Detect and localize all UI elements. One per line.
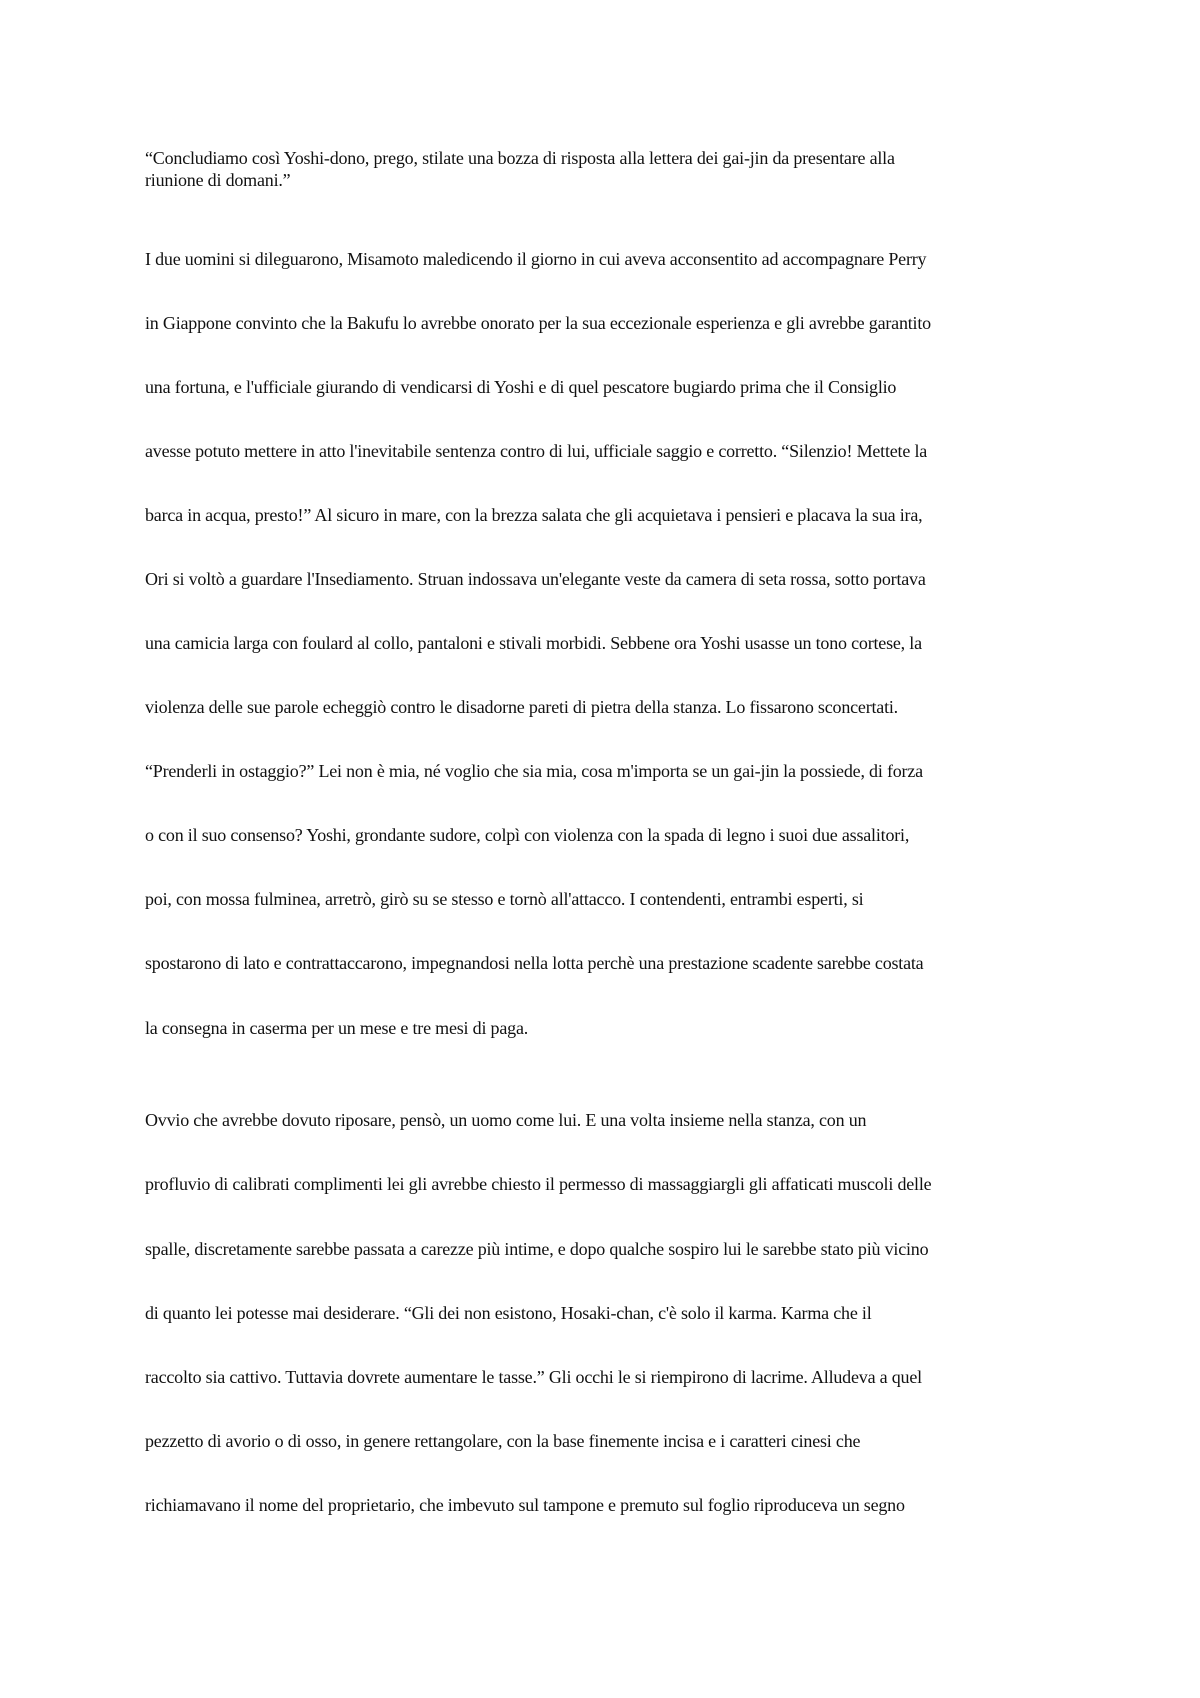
paragraph-2-line-2: in Giappone convinto che la Bakufu lo avrebbe onorato per la sua eccezionale esperienza e gli avrebbe garantito [145,313,931,333]
paragraph-3-line-7: richiamavano il nome del proprietario, che imbevuto sul tampone e premuto sul foglio riproduceva un segno [145,1495,905,1515]
paragraph-2-line-9: “Prenderli in ostaggio?” Lei non è mia, né voglio che sia mia, cosa m'importa se un gai-jin la possiede, di forza [145,761,923,781]
paragraph-2-line-12: spostarono di lato e contrattaccarono, impegnandosi nella lotta perchè una prestazione scadente sarebbe costata [145,953,924,973]
paragraph-2-line-8: violenza delle sue parole echeggiò contro le disadorne pareti di pietra della stanza. Lo fissarono sconcertati. [145,697,898,717]
paragraph-3-line-6: pezzetto di avorio o di osso, in genere rettangolare, con la base finemente incisa e i caratteri cinesi che [145,1431,861,1451]
paragraph-2-line-7: una camicia larga con foulard al collo, pantaloni e stivali morbidi. Sebbene ora Yoshi usasse un tono cortese, la [145,633,922,653]
paragraph-3-line-5: raccolto sia cattivo. Tuttavia dovrete aumentare le tasse.” Gli occhi le si riempirono di lacrime. Alludeva a quel [145,1367,922,1387]
paragraph-2-line-3: una fortuna, e l'ufficiale giurando di vendicarsi di Yoshi e di quel pescatore bugiardo prima che il Consiglio [145,377,897,397]
paragraph-2-line-5: barca in acqua, presto!” Al sicuro in mare, con la brezza salata che gli acquietava i pensieri e placava la sua ira, [145,505,923,525]
paragraph-3-line-3: spalle, discretamente sarebbe passata a carezze più intime, e dopo qualche sospiro lui le sarebbe stato più vicino [145,1239,929,1259]
paragraph-2-line-10: o con il suo consenso? Yoshi, grondante sudore, colpì con violenza con la spada di legno i suoi due assalitori, [145,825,910,845]
paragraph-2-line-4: avesse potuto mettere in atto l'inevitabile sentenza contro di lui, ufficiale saggio e corretto. “Silenzio! Mettete la [145,441,928,461]
paragraph-3-line-4: di quanto lei potesse mai desiderare. “Gli dei non esistono, Hosaki-chan, c'è solo il karma. Karma che il [145,1303,872,1323]
paragraph-1-line-1: “Concludiamo così Yoshi-dono, prego, stilate una bozza di risposta alla lettera dei gai-jin da presentare alla [145,148,895,168]
paragraph-2-line-13: la consegna in caserma per un mese e tre mesi di paga. [145,1018,529,1038]
paragraph-3-line-1: Ovvio che avrebbe dovuto riposare, pensò, un uomo come lui. E una volta insieme nella stanza, con un [145,1110,867,1130]
paragraph-1-line-2: riunione di domani.” [145,170,291,190]
paragraph-2-line-6: Ori si voltò a guardare l'Insediamento. Struan indossava un'elegante veste da camera di seta rossa, sotto portava [145,569,926,589]
paragraph-2-line-1: I due uomini si dileguarono, Misamoto maledicendo il giorno in cui aveva acconsentito ad accompagnare Perry [145,249,927,269]
paragraph-2-line-11: poi, con mossa fulminea, arretrò, girò su se stesso e tornò all'attacco. I contendenti, entrambi esperti, si [145,889,864,909]
paragraph-3-line-2: profluvio di calibrati complimenti lei gli avrebbe chiesto il permesso di massaggiargli gli affaticati muscoli delle [145,1174,932,1194]
